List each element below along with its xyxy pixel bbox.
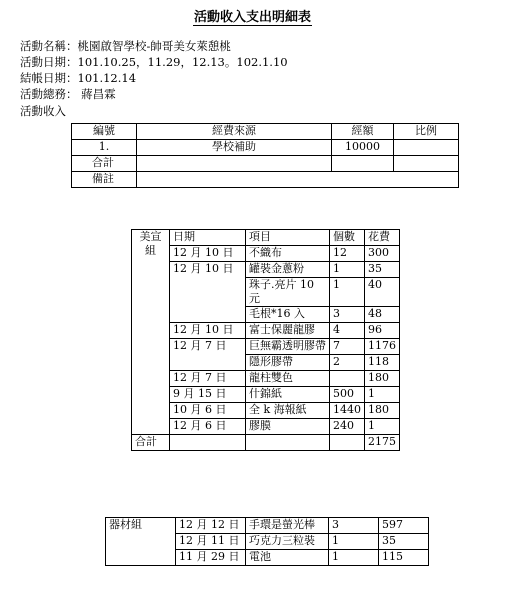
art-date: 12 月 7 日: [170, 371, 246, 387]
art-row: [132, 419, 400, 435]
art-row: [132, 387, 400, 403]
equip-item: 電池: [246, 550, 329, 566]
art-header-row: [132, 230, 400, 246]
art-qty: 7: [330, 339, 365, 355]
art-item: 什錦紙: [246, 387, 330, 403]
art-date: 12 月 6 日: [170, 419, 246, 435]
art-qty: 1: [330, 262, 365, 278]
art-item: 罐裝金蔥粉: [246, 262, 330, 278]
header-source: 經費來源: [137, 124, 332, 140]
art-qty: 12: [330, 246, 365, 262]
art-item: 毛根*16 入: [246, 307, 330, 323]
equip-item: 手環是螢光棒: [246, 518, 329, 534]
equip-group-label: 器材組: [106, 518, 176, 566]
income-table: [71, 123, 459, 188]
equip-qty: 3: [329, 518, 379, 534]
art-cost: 1: [365, 387, 400, 403]
art-qty: 1440: [330, 403, 365, 419]
art-qty: [330, 371, 365, 387]
art-cost: 300: [365, 246, 400, 262]
income-note-row: [72, 172, 459, 188]
settlement-date: 結帳日期：101.12.14: [20, 71, 137, 85]
income-total-row: [72, 156, 459, 172]
art-item: 巨無霸透明膠帶: [246, 339, 330, 355]
art-cost: 180: [365, 371, 400, 387]
art-qty: 3: [330, 307, 365, 323]
equip-qty: 1: [329, 550, 379, 566]
art-group-label: 美宣組: [132, 230, 170, 435]
art-row: [132, 339, 400, 355]
income-row: [72, 140, 459, 156]
activity-dates: 活動日期：101.10.25，11.29，12.13。102.1.10: [20, 55, 288, 69]
income-header-row: [72, 124, 459, 140]
art-header-date: 日期: [170, 230, 246, 246]
art-cost: 96: [365, 323, 400, 339]
header-ratio: 比例: [394, 124, 459, 140]
art-qty: 1: [330, 278, 365, 307]
art-row: [132, 246, 400, 262]
art-cost: 40: [365, 278, 400, 307]
art-qty: 4: [330, 323, 365, 339]
art-cost: 1: [365, 419, 400, 435]
document-title: 活動收入支出明細表: [193, 10, 311, 25]
art-header-item: 項目: [246, 230, 330, 246]
income-heading: 活動收入: [20, 104, 66, 118]
income-amount: 10000: [332, 140, 394, 156]
income-ratio: [394, 140, 459, 156]
art-qty: 500: [330, 387, 365, 403]
art-cost: 180: [365, 403, 400, 419]
equip-date: 12 月 11 日: [176, 534, 246, 550]
art-row: [132, 403, 400, 419]
header-number: 編號: [72, 124, 137, 140]
equipment-expense-table: [105, 517, 429, 566]
equip-cost: 35: [379, 534, 429, 550]
header-amount: 經額: [332, 124, 394, 140]
equip-item: 巧克力三粒裝: [246, 534, 329, 550]
income-total-label: 合計: [72, 156, 137, 172]
art-cost: 35: [365, 262, 400, 278]
income-note-label: 備註: [72, 172, 137, 188]
art-item: 膠膜: [246, 419, 330, 435]
income-number: 1.: [72, 140, 137, 156]
art-item: 隱形膠帶: [246, 355, 330, 371]
equip-date: 12 月 12 日: [176, 518, 246, 534]
art-date: 10 月 6 日: [170, 403, 246, 419]
art-date: 12 月 10 日: [170, 323, 246, 339]
art-cost: 48: [365, 307, 400, 323]
art-date: 12 月 10 日: [170, 262, 246, 323]
art-expense-table: [131, 229, 400, 451]
art-date: 12 月 7 日: [170, 339, 246, 371]
art-item: 富士保麗龍膠: [246, 323, 330, 339]
art-item: 龍柱雙色: [246, 371, 330, 387]
art-date: 9 月 15 日: [170, 387, 246, 403]
income-source: 學校補助: [137, 140, 332, 156]
art-header-qty: 個數: [330, 230, 365, 246]
activity-director: 活動總務： 蔣昌霖: [20, 87, 116, 101]
art-row: [132, 371, 400, 387]
art-row: [132, 262, 400, 278]
art-qty: 240: [330, 419, 365, 435]
art-total-row: [132, 435, 400, 451]
art-row: [132, 323, 400, 339]
art-item: 全 k 海報紙: [246, 403, 330, 419]
art-cost: 1176: [365, 339, 400, 355]
equip-date: 11 月 29 日: [176, 550, 246, 566]
art-item: 珠子.亮片 10 元: [246, 278, 330, 307]
art-item: 不織布: [246, 246, 330, 262]
equip-row: [106, 518, 429, 534]
art-header-cost: 花費: [365, 230, 400, 246]
art-total-value: 2175: [365, 435, 400, 451]
art-total-label: 合計: [132, 435, 170, 451]
activity-name: 活動名稱：桃園啟智學校-帥哥美女萊憩桃: [20, 39, 231, 53]
art-qty: 2: [330, 355, 365, 371]
equip-cost: 597: [379, 518, 429, 534]
art-date: 12 月 10 日: [170, 246, 246, 262]
equip-qty: 1: [329, 534, 379, 550]
art-cost: 118: [365, 355, 400, 371]
equip-cost: 115: [379, 550, 429, 566]
